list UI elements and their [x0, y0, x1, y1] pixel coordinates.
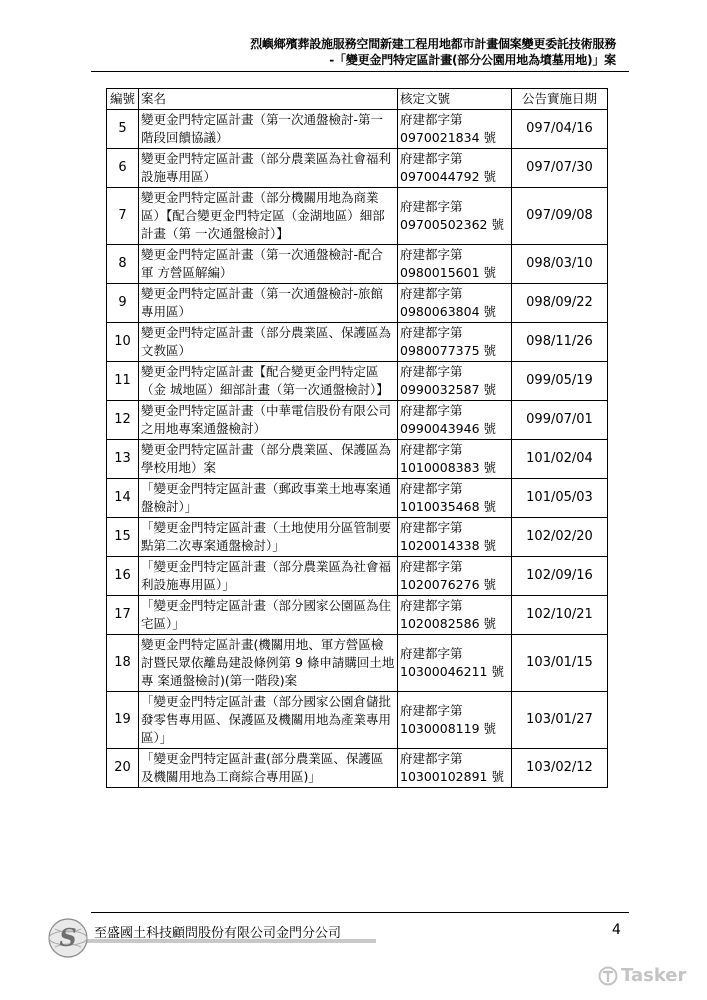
doc-serial: 1030008119 號: [400, 721, 497, 736]
row-number: 6: [107, 149, 139, 188]
doc-prefix: 府建都字第: [400, 286, 463, 301]
row-number: 8: [107, 245, 139, 284]
table-row: [107, 323, 608, 362]
plan-name: 變更金門特定區計畫（部分農業區為社會福利設施專用區）: [139, 149, 398, 188]
page-number: 4: [612, 922, 621, 938]
plan-name: 變更金門特定區計畫【配合變更金門特定區（金 城地區）細部計畫（第一次通盤檢討）】: [139, 362, 398, 401]
announcement-date: 101/05/03: [512, 479, 608, 518]
approval-doc-number: [398, 479, 512, 518]
doc-prefix: 府建都字第: [400, 247, 463, 262]
plan-name: 「變更金門特定區計畫（郵政事業土地專案通盤檢討）」: [139, 479, 398, 518]
announcement-date: 103/01/15: [512, 635, 608, 692]
table-row: [107, 749, 608, 788]
doc-serial: 1010035468 號: [400, 499, 497, 514]
plan-name: 變更金門特定區計畫（部分農業區、保護區為文教區）: [139, 323, 398, 362]
table-row: [107, 149, 608, 188]
approval-doc-number: [398, 149, 512, 188]
table-row: [107, 245, 608, 284]
doc-serial: 09700502362 號: [400, 217, 504, 232]
approval-doc-number: [398, 401, 512, 440]
doc-serial: 0980015601 號: [400, 265, 497, 280]
plan-name: 變更金門特定區計畫（第一次通盤檢討-旅館專用區）: [139, 284, 398, 323]
doc-prefix: 府建都字第: [400, 646, 463, 661]
row-number: 11: [107, 362, 139, 401]
doc-prefix: 府建都字第: [400, 481, 463, 496]
plan-name: 變更金門特定區計畫（部分機關用地為商業區）【配合變更金門特定區（金湖地區）細部計畫（第 一次通盤檢討）】: [139, 188, 398, 245]
doc-prefix: 府建都字第: [400, 199, 463, 214]
plan-table: [106, 88, 608, 788]
row-number: 16: [107, 557, 139, 596]
doc-prefix: 府建都字第: [400, 703, 463, 718]
approval-doc-number: [398, 518, 512, 557]
doc-serial: 10300102891 號: [400, 769, 504, 784]
approval-doc-number: [398, 284, 512, 323]
announcement-date: 102/02/20: [512, 518, 608, 557]
table-row: [107, 479, 608, 518]
footer-divider: [91, 912, 629, 913]
table-row: [107, 440, 608, 479]
plan-name: 變更金門特定區計畫（中華電信股份有限公司 之用地專案通盤檢討）: [139, 401, 398, 440]
announcement-date: 097/09/08: [512, 188, 608, 245]
table-header-row: [107, 89, 608, 110]
doc-prefix: 府建都字第: [400, 325, 463, 340]
announcement-date: 099/07/01: [512, 401, 608, 440]
column-header-date: 公告實施日期: [512, 89, 608, 110]
watermark: [598, 965, 686, 986]
row-number: 7: [107, 188, 139, 245]
approval-doc-number: [398, 440, 512, 479]
table-row: [107, 188, 608, 245]
plan-name: 變更金門特定區計畫（第一次通盤檢討-第一階段回饋協議）: [139, 110, 398, 149]
announcement-date: 103/02/12: [512, 749, 608, 788]
table-row: [107, 110, 608, 149]
doc-serial: 1020014338 號: [400, 538, 497, 553]
plan-name: 「變更金門特定區計畫（土地使用分區管制要點第二次專案通盤檢討）」: [139, 518, 398, 557]
header-divider: [91, 71, 629, 72]
row-number: 20: [107, 749, 139, 788]
document-header-subtitle: -「變更金門特定區計畫(部分公園用地為墳墓用地)」案: [329, 53, 616, 67]
company-name: 至盛國土科技顧問股份有限公司金門分公司: [94, 926, 342, 941]
table-row: [107, 284, 608, 323]
column-header-name: 案名: [139, 89, 398, 110]
document-header-title: 烈嶼鄉殯葬設施服務空間新建工程用地都市計畫個案變更委託技術服務: [250, 37, 616, 51]
doc-serial: 0980077375 號: [400, 343, 497, 358]
plan-name: 變更金門特定區計畫（第一次通盤檢討-配合軍 方營區解編）: [139, 245, 398, 284]
row-number: 17: [107, 596, 139, 635]
announcement-date: 097/04/16: [512, 110, 608, 149]
row-number: 12: [107, 401, 139, 440]
approval-doc-number: [398, 635, 512, 692]
approval-doc-number: [398, 188, 512, 245]
announcement-date: 099/05/19: [512, 362, 608, 401]
tasker-logo-icon: [598, 966, 618, 986]
doc-prefix: 府建都字第: [400, 598, 463, 613]
doc-serial: 1010008383 號: [400, 460, 497, 475]
announcement-date: 103/01/27: [512, 692, 608, 749]
row-number: 19: [107, 692, 139, 749]
announcement-date: 102/09/16: [512, 557, 608, 596]
approval-doc-number: [398, 557, 512, 596]
row-number: 9: [107, 284, 139, 323]
row-number: 13: [107, 440, 139, 479]
row-number: 18: [107, 635, 139, 692]
row-number: 5: [107, 110, 139, 149]
approval-doc-number: [398, 692, 512, 749]
doc-serial: 0990032587 號: [400, 382, 497, 397]
doc-serial: 0990043946 號: [400, 421, 497, 436]
doc-serial: 1020082586 號: [400, 616, 497, 631]
approval-doc-number: [398, 245, 512, 284]
logo-letter: S: [59, 923, 77, 952]
approval-doc-number: [398, 362, 512, 401]
row-number: 10: [107, 323, 139, 362]
row-number: 14: [107, 479, 139, 518]
doc-prefix: 府建都字第: [400, 442, 463, 457]
company-logo: [47, 917, 89, 959]
approval-doc-number: [398, 596, 512, 635]
announcement-date: 098/03/10: [512, 245, 608, 284]
announcement-date: 102/10/21: [512, 596, 608, 635]
table-row: [107, 362, 608, 401]
doc-prefix: 府建都字第: [400, 403, 463, 418]
table-row: [107, 401, 608, 440]
table-row: [107, 692, 608, 749]
doc-prefix: 府建都字第: [400, 151, 463, 166]
doc-prefix: 府建都字第: [400, 112, 463, 127]
column-header-doc-number: 核定文號: [398, 89, 512, 110]
row-number: 15: [107, 518, 139, 557]
plan-name: 變更金門特定區計畫(機關用地、軍方營區檢討暨民眾依離島建設條例第 9 條申請購回土地專 案通盤檢討)(第一階段)案: [139, 635, 398, 692]
table-row: [107, 596, 608, 635]
doc-serial: 0970021834 號: [400, 130, 497, 145]
doc-prefix: 府建都字第: [400, 364, 463, 379]
doc-prefix: 府建都字第: [400, 751, 463, 766]
table-row: [107, 518, 608, 557]
plan-name: 「變更金門特定區計畫（部分農業區為社會福利設施專用區）」: [139, 557, 398, 596]
doc-serial: 0970044792 號: [400, 169, 497, 184]
announcement-date: 101/02/04: [512, 440, 608, 479]
watermark-text: Tasker: [621, 965, 687, 986]
announcement-date: 098/09/22: [512, 284, 608, 323]
doc-prefix: 府建都字第: [400, 520, 463, 535]
doc-serial: 10300046211 號: [400, 664, 504, 679]
doc-prefix: 府建都字第: [400, 559, 463, 574]
table-row: [107, 557, 608, 596]
approval-doc-number: [398, 749, 512, 788]
approval-doc-number: [398, 323, 512, 362]
doc-serial: 1020076276 號: [400, 577, 497, 592]
announcement-date: 098/11/26: [512, 323, 608, 362]
table-row: [107, 635, 608, 692]
announcement-date: 097/07/30: [512, 149, 608, 188]
plan-name: 「變更金門特定區計畫（部分國家公園倉儲批 發零售專用區、保護區及機關用地為產業專用區）」: [139, 692, 398, 749]
approval-doc-number: [398, 110, 512, 149]
column-header-number: 編號: [107, 89, 139, 110]
plan-name: 「變更金門特定區計畫(部分農業區、保護區及機關用地為工商綜合專用區)」: [139, 749, 398, 788]
plan-name: 「變更金門特定區計畫（部分國家公園區為住宅區）」: [139, 596, 398, 635]
plan-name: 變更金門特定區計畫（部分農業區、保護區為學校用地）案: [139, 440, 398, 479]
table-body: [107, 110, 608, 788]
doc-serial: 0980063804 號: [400, 304, 497, 319]
